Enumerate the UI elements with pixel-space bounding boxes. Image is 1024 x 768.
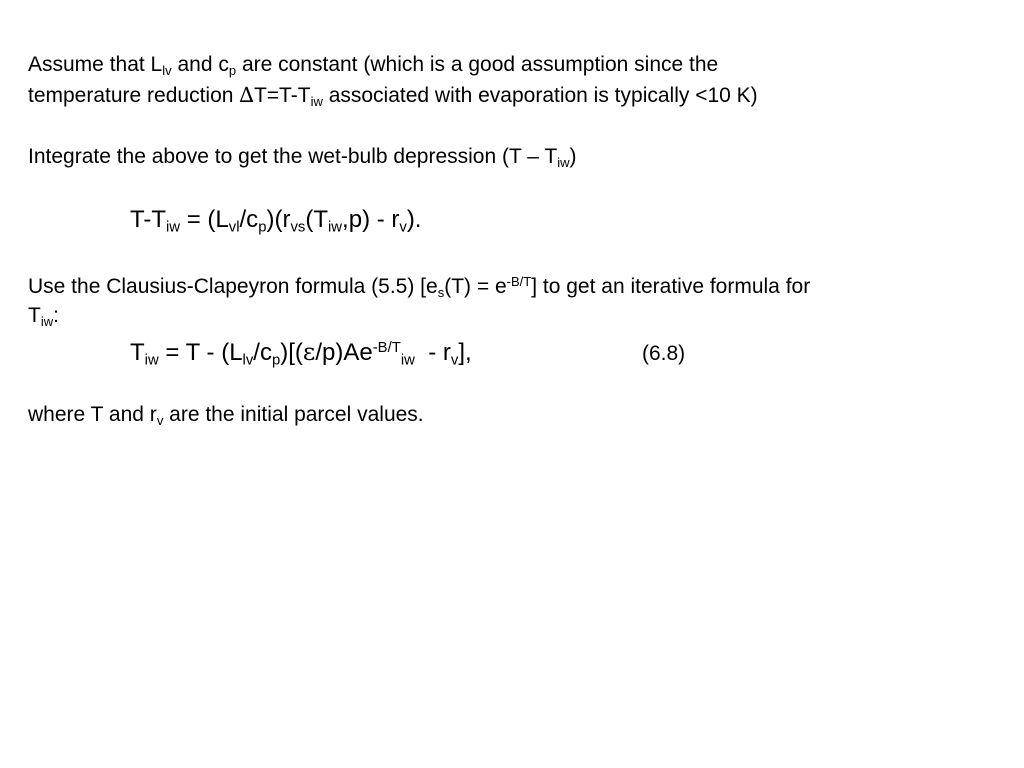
text: /c xyxy=(253,339,272,366)
text: ) xyxy=(569,145,577,168)
wet-bulb-equation xyxy=(130,205,421,235)
subscript: s xyxy=(437,284,445,300)
text: Assume that L xyxy=(28,53,163,76)
assumption-line-2 xyxy=(28,82,758,109)
text: (T) = e xyxy=(444,275,507,298)
text: /c xyxy=(239,206,259,233)
text: are constant (which is a good assumption since the xyxy=(236,53,719,76)
subscript: lv xyxy=(162,62,172,78)
text: = (L xyxy=(180,206,229,233)
integrate-line xyxy=(28,144,577,170)
text: are the initial parcel values. xyxy=(163,403,424,426)
text: Integrate the above to get the wet-bulb depression (T – T xyxy=(28,145,558,168)
where-line xyxy=(28,402,424,428)
subscript: p xyxy=(228,62,237,78)
text: temperature reduction xyxy=(28,84,240,107)
text: Use the Clausius-Clapeyron formula (5.5) [e xyxy=(28,275,438,298)
delta-symbol: ∆ xyxy=(239,83,254,107)
superscript: -B/T xyxy=(506,273,532,289)
subscript: v xyxy=(399,219,407,236)
text: and c xyxy=(171,53,229,76)
text: : xyxy=(53,304,59,327)
text: T-T xyxy=(130,206,166,233)
subscript: vs xyxy=(290,219,306,236)
text: T xyxy=(28,304,41,327)
text: (T xyxy=(305,206,328,233)
iterative-equation xyxy=(130,337,472,368)
clausius-line-2 xyxy=(28,303,59,329)
subscript: vl xyxy=(228,219,240,236)
text: T xyxy=(130,339,145,366)
text: ). xyxy=(406,206,422,233)
subscript: iw xyxy=(166,219,181,236)
equation-number: (6.8) xyxy=(642,342,686,365)
text: where T and r xyxy=(28,403,157,426)
text: )[( xyxy=(280,339,303,366)
subscript: lv xyxy=(242,352,254,369)
subscript: iw xyxy=(557,154,570,170)
text: T=T-T xyxy=(253,84,311,107)
subscript: p xyxy=(271,352,281,369)
subscript: iw xyxy=(144,352,159,369)
text: ], xyxy=(458,339,472,366)
subscript: iw xyxy=(400,352,415,369)
subscript: iw xyxy=(40,313,54,329)
text: = T - (L xyxy=(158,339,243,366)
text: - r xyxy=(414,339,451,366)
assumption-line-1 xyxy=(28,52,718,78)
text: associated with evaporation is typically <10 K) xyxy=(322,84,758,107)
text: /p)Ae xyxy=(315,339,373,366)
subscript: v xyxy=(450,352,459,369)
subscript: v xyxy=(156,412,164,428)
clausius-line-1 xyxy=(28,274,810,300)
text: ,p) - r xyxy=(342,206,400,233)
subscript: iw xyxy=(310,93,323,109)
text: )(r xyxy=(266,206,291,233)
subscript: p xyxy=(258,219,267,236)
superscript: -B/T xyxy=(372,339,401,356)
text: ] to get an iterative formula for xyxy=(531,275,811,298)
subscript: iw xyxy=(327,219,343,236)
epsilon-symbol: ε xyxy=(302,338,316,366)
